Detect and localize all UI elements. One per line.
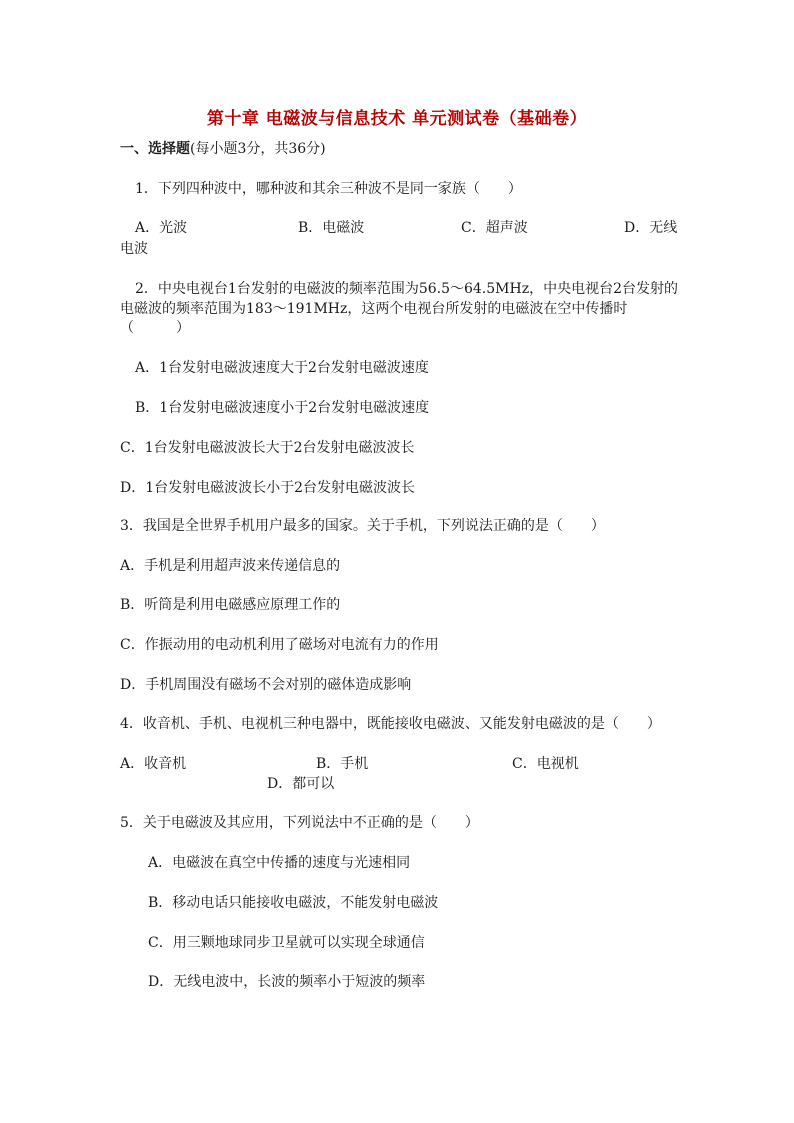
question-2-stem-line-2: 电磁波的频率范围为183～191MHz，这两个电视台所发射的电磁波在空中传播时 [120, 301, 628, 317]
q1-option-d: D．无线 [624, 220, 678, 236]
question-3-stem: 3．我国是全世界手机用户最多的国家。关于手机，下列说法正确的是（ ） [120, 518, 605, 534]
question-2-stem-line-3: （ ） [120, 320, 190, 336]
q3-option-b: B．听筒是利用电磁感应原理工作的 [120, 597, 341, 613]
q4-option-c: C．电视机 [512, 756, 579, 772]
q2-option-c: C．1台发射电磁波波长大于2台发射电磁波波长 [120, 440, 415, 456]
question-4-stem: 4．收音机、手机、电视机三种电器中，既能接收电磁波、又能发射电磁波的是（ ） [120, 716, 661, 732]
question-5-stem: 5．关于电磁波及其应用，下列说法中不正确的是（ ） [120, 815, 479, 831]
question-1-stem: 1．下列四种波中，哪种波和其余三种波不是同一家族（ ） [135, 181, 522, 197]
q5-option-a: A．电磁波在真空中传播的速度与光速相同 [148, 855, 411, 871]
section-heading [120, 139, 326, 159]
q2-option-b: B．1台发射电磁波速度小于2台发射电磁波速度 [135, 400, 430, 416]
q4-option-d: D．都可以 [267, 776, 335, 792]
section-label: 一、选择题 [120, 141, 190, 157]
q5-option-d: D．无线电波中，长波的频率小于短波的频率 [148, 974, 426, 990]
q1-option-b: B．电磁波 [298, 220, 365, 236]
q2-option-d: D．1台发射电磁波波长小于2台发射电磁波波长 [120, 480, 416, 496]
q3-option-a: A．手机是利用超声波来传递信息的 [120, 558, 341, 574]
q4-option-a: A．收音机 [120, 756, 187, 772]
q5-option-b: B．移动电话只能接收电磁波，不能发射电磁波 [148, 895, 439, 911]
q1-option-a: A．光波 [135, 220, 188, 236]
q1-option-c: C．超声波 [461, 220, 528, 236]
q1-option-d-wrap: 电波 [120, 241, 148, 257]
q4-option-b: B．手机 [316, 756, 369, 772]
q2-option-a: A．1台发射电磁波速度大于2台发射电磁波速度 [135, 360, 429, 376]
q3-option-d: D．手机周围没有磁场不会对别的磁体造成影响 [120, 677, 412, 693]
question-2-stem-line-1: 2．中央电视台1台发射的电磁波的频率范围为56.5～64.5MHz，中央电视台2台发射的 [135, 281, 678, 297]
section-note: (每小题3分，共36分) [190, 141, 326, 157]
q5-option-c: C．用三颗地球同步卫星就可以实现全球通信 [148, 935, 425, 951]
page-title: 第十章 电磁波与信息技术 单元测试卷（基础卷） [206, 109, 588, 129]
q3-option-c: C．作振动用的电动机利用了磁场对电流有力的作用 [120, 637, 439, 653]
